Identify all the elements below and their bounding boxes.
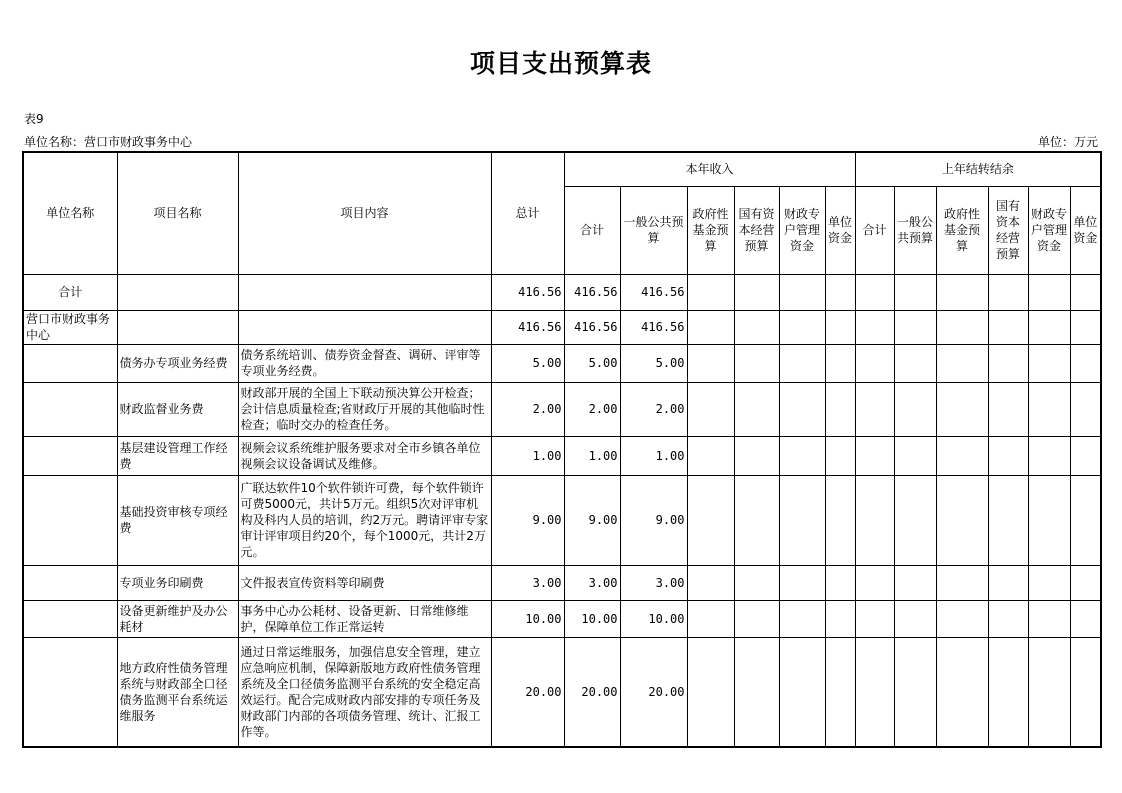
- cell-project: 设备更新维护及办公耗材: [117, 600, 238, 637]
- cell-total: 5.00: [491, 344, 564, 382]
- cell-sum: 416.56: [564, 310, 620, 344]
- header-carry-gov-fund: 政府性基金预算: [936, 186, 988, 274]
- header-project-content: 项目内容: [238, 152, 491, 274]
- cell-total: 2.00: [491, 382, 564, 436]
- cell-content: 事务中心办公耗材、设备更新、日常维修维护，保障单位工作正常运转: [238, 600, 491, 637]
- cell-sum: 2.00: [564, 382, 620, 436]
- cell-content: [238, 310, 491, 344]
- header-gov-fund: 政府性基金预算: [687, 186, 734, 274]
- header-carryover: 上年结转结余: [855, 152, 1101, 186]
- cell-general: 416.56: [620, 274, 687, 310]
- cell-unit: 合计: [23, 274, 117, 310]
- cell-general: 2.00: [620, 382, 687, 436]
- cell-content: 财政部开展的全国上下联动预决算公开检查；会计信息质量检查;省财政厅开展的其他临时性检查；临时交办的检查任务。: [238, 382, 491, 436]
- table-row: [23, 274, 1101, 310]
- header-carry-sum: 合计: [855, 186, 894, 274]
- cell-total: 20.00: [491, 637, 564, 747]
- cell-sum: 416.56: [564, 274, 620, 310]
- table-row: [23, 600, 1101, 637]
- header-unit-funds: 单位资金: [825, 186, 855, 274]
- cell-general: 3.00: [620, 565, 687, 600]
- cell-sum: 5.00: [564, 344, 620, 382]
- cell-project: 债务办专项业务经费: [117, 344, 238, 382]
- header-current-income: 本年收入: [564, 152, 855, 186]
- table-row: [23, 475, 1101, 565]
- cell-project: [117, 274, 238, 310]
- cell-total: 416.56: [491, 274, 564, 310]
- header-project-name: 项目名称: [117, 152, 238, 274]
- unit-name-label: 单位名称：营口市财政事务中心: [24, 135, 193, 149]
- cell-sum: 10.00: [564, 600, 620, 637]
- cell-general: 10.00: [620, 600, 687, 637]
- cell-general: 416.56: [620, 310, 687, 344]
- table-number: 表9: [24, 112, 44, 126]
- cell-project: 基础投资审核专项经费: [117, 475, 238, 565]
- cell-project: 基层建设管理工作经费: [117, 436, 238, 475]
- cell-total: 3.00: [491, 565, 564, 600]
- header-state-capital: 国有资本经营预算: [734, 186, 779, 274]
- header-fiscal-special: 财政专户管理资金: [779, 186, 825, 274]
- cell-general: 5.00: [620, 344, 687, 382]
- cell-sum: 9.00: [564, 475, 620, 565]
- cell-general: 9.00: [620, 475, 687, 565]
- cell-unit: [23, 436, 117, 475]
- cell-sum: 1.00: [564, 436, 620, 475]
- cell-content: 通过日常运维服务，加强信息安全管理，建立应急响应机制，保障新版地方政府性债务管理系统及全口径债务监测平台系统的安全稳定高效运行。配合完成财政内部安排的专项任务及财政部门内部的各项债务管理、统计、汇报工作等。: [238, 637, 491, 747]
- cell-content: 视频会议系统维护服务要求对全市乡镇各单位视频会议设备调试及维修。: [238, 436, 491, 475]
- cell-sum: 20.00: [564, 637, 620, 747]
- cell-project: 地方政府性债务管理系统与财政部全口径债务监测平台系统运维服务: [117, 637, 238, 747]
- cell-general: 20.00: [620, 637, 687, 747]
- table-row: [23, 310, 1101, 344]
- cell-total: 416.56: [491, 310, 564, 344]
- unit-label: 单位：万元: [1037, 135, 1098, 149]
- header-carry-unit-funds: 单位资金: [1070, 186, 1101, 274]
- header-sum: 合计: [564, 186, 620, 274]
- cell-general: 1.00: [620, 436, 687, 475]
- cell-project: [117, 310, 238, 344]
- cell-sum: 3.00: [564, 565, 620, 600]
- cell-project: 专项业务印刷费: [117, 565, 238, 600]
- table-row: [23, 637, 1101, 747]
- cell-project: 财政监督业务费: [117, 382, 238, 436]
- cell-unit: [23, 475, 117, 565]
- table-row: [23, 344, 1101, 382]
- cell-content: 文件报表宣传资料等印刷费: [238, 565, 491, 600]
- cell-total: 10.00: [491, 600, 564, 637]
- header-general-public: 一般公共预算: [620, 186, 687, 274]
- cell-content: [238, 274, 491, 310]
- cell-unit: [23, 344, 117, 382]
- header-carry-general-public: 一般公共预算: [894, 186, 936, 274]
- table-row: [23, 382, 1101, 436]
- cell-unit: [23, 565, 117, 600]
- cell-unit: [23, 600, 117, 637]
- table-row: [23, 436, 1101, 475]
- header-unit-name: 单位名称: [23, 152, 117, 274]
- cell-content: 广联达软件10个软件锁许可费，每个软件锁许可费5000元，共计5万元。组织5次对评审机构及科内人员的培训，约2万元。聘请评审专家审计评审项目约20个，每个1000元，共计2万元。: [238, 475, 491, 565]
- header-total: 总计: [491, 152, 564, 274]
- budget-table: [22, 151, 1102, 748]
- cell-unit: [23, 637, 117, 747]
- cell-content: 债务系统培训、债券资金督查、调研、评审等专项业务经费。: [238, 344, 491, 382]
- page-title: 项目支出预算表: [469, 49, 652, 78]
- cell-total: 1.00: [491, 436, 564, 475]
- cell-unit: 营口市财政事务中心: [23, 310, 117, 344]
- cell-unit: [23, 382, 117, 436]
- cell-total: 9.00: [491, 475, 564, 565]
- table-row: [23, 565, 1101, 600]
- header-carry-state-capital: 国有资本经营预算: [988, 186, 1028, 274]
- header-carry-fiscal-special: 财政专户管理资金: [1028, 186, 1070, 274]
